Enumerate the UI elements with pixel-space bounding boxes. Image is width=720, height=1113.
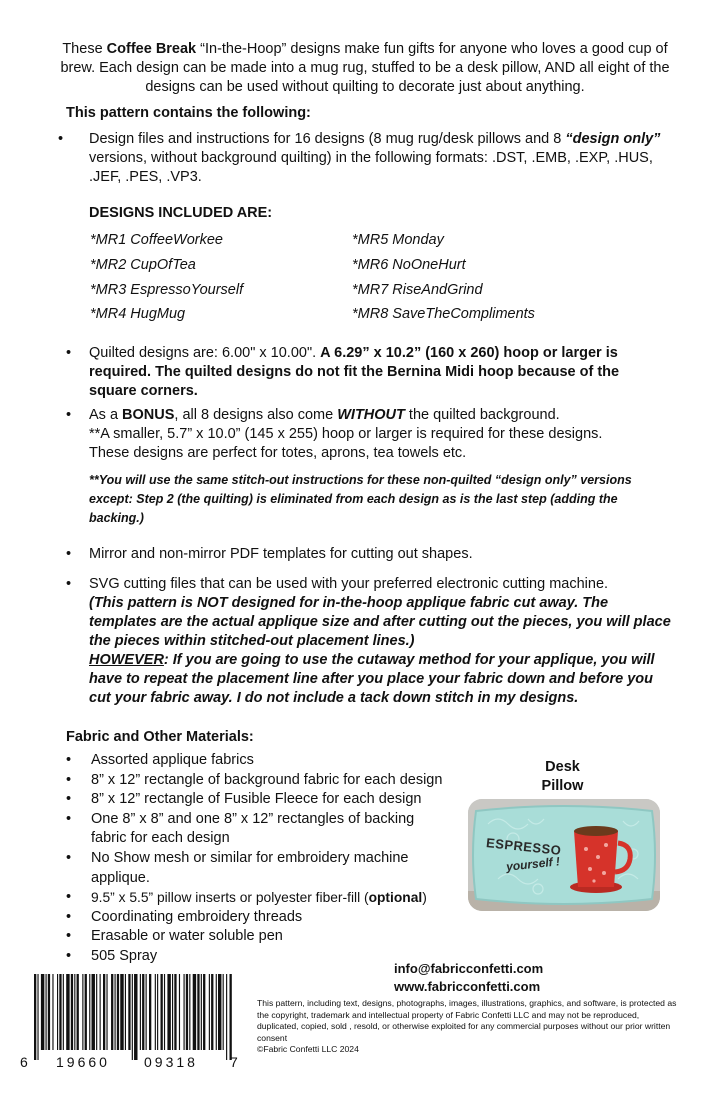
design-item: *MR7 RiseAndGrind	[352, 282, 483, 298]
email-link[interactable]: info@fabricconfetti.com	[394, 961, 544, 976]
design-item: *MR1 CoffeeWorkee	[90, 232, 223, 248]
bullet: •	[58, 131, 64, 147]
barcode-bar	[211, 974, 213, 1050]
design-item: *MR5 Monday	[352, 232, 444, 248]
barcode-bar	[37, 974, 38, 1060]
barcode-bar	[77, 974, 79, 1050]
stitch-out-note: **You will use the same stitch-out instructions for these non-quilted “design only” versions except: Step 2 (the quilting) is eliminated from each design as is the last step (adding the backing.)	[89, 473, 632, 525]
barcode-bar	[193, 974, 196, 1050]
barcode-bar	[120, 974, 123, 1050]
barcode-digit: 7	[230, 1054, 238, 1070]
list-item: • Erasable or water soluble pen	[66, 928, 283, 945]
barcode-bar	[111, 974, 113, 1050]
bullet: •	[66, 407, 72, 423]
list-item: • One 8” x 8” and one 8” x 12” rectangles of backing fabric for each design	[66, 810, 415, 847]
list-item: • Coordinating embroidery threads	[66, 908, 303, 925]
barcode-bar	[161, 974, 163, 1050]
barcode-bar	[117, 974, 119, 1050]
barcode-bar	[128, 974, 130, 1050]
barcode-bar	[184, 974, 185, 1050]
barcode-bar	[146, 974, 147, 1050]
barcode-bar	[140, 974, 141, 1050]
barcode-bar	[209, 974, 210, 1050]
pillow-text-yourself: yourself !	[505, 854, 561, 874]
barcode-bar	[218, 974, 221, 1050]
desk-pillow-photo	[468, 799, 660, 911]
legal-notice: This pattern, including text, designs, photographs, images, illustrations, graphics, and software, is protected as the copyright, trademark and intellectual property of Fabric Confetti LLC and may not be reproduced, duplicated, copied, sold , resold, or otherwise exploited for any commercial purposes without our prior written consent ©Fabric Confetti LLC 2024	[257, 998, 677, 1054]
barcode-bar	[230, 974, 232, 1060]
website-link[interactable]: www.fabricconfetti.com	[394, 979, 541, 994]
barcode-bar	[157, 974, 158, 1050]
barcode-bar	[74, 974, 75, 1050]
list-item: • 9.5” x 5.5” pillow inserts or polyester fiber-fill (optional)	[66, 889, 427, 906]
barcode-digits-right: 09318	[144, 1054, 198, 1070]
design-item: *MR3 EspressoYourself	[90, 282, 244, 298]
barcode	[20, 974, 242, 1082]
list-item: • Assorted applique fabrics	[66, 752, 254, 768]
list-item: • 505 Spray	[66, 947, 158, 964]
product-title: Coffee Break	[106, 41, 197, 57]
designs-heading: DESIGNS INCLUDED ARE:	[89, 205, 273, 221]
pillow-illustration	[468, 799, 660, 911]
barcode-bar	[226, 974, 227, 1060]
barcode-bar	[89, 974, 90, 1050]
barcode-bar	[134, 974, 137, 1060]
barcode-bar	[82, 974, 83, 1050]
barcode-bar	[125, 974, 126, 1050]
barcode-bar	[174, 974, 176, 1050]
barcode-bar	[85, 974, 87, 1050]
pillow-caption: Desk Pillow	[541, 759, 584, 794]
barcode-bar	[41, 974, 44, 1050]
barcode-bar	[57, 974, 58, 1050]
list-item-svg-files: • SVG cutting files that can be used with your preferred electronic cutting machine. (This pattern is NOT designed for in-the-hoop applique fabric cut away. The templates are the actual applique size and after cutting out the pieces, you will place the pieces within stitched-out placement lines.) HOWEVER: If you are going to use the cutaway method for your applique, you will have to repeat the placement line after you place your fabric down and before you cut your fabric away. I do not include a tack down stitch in my designs.	[66, 576, 671, 706]
barcode-digit: 6	[20, 1054, 28, 1070]
design-item: *MR4 HugMug	[90, 306, 186, 322]
barcode-bar	[223, 974, 224, 1050]
barcode-bar	[34, 974, 36, 1060]
barcode-bar	[179, 974, 180, 1050]
pillow-text-espresso: ESPRESSO	[485, 835, 563, 858]
barcode-bar	[71, 974, 73, 1050]
barcode-bar	[132, 974, 133, 1060]
list-item: • 8” x 12” rectangle of background fabric for each design	[66, 771, 443, 788]
barcode-bar	[115, 974, 116, 1050]
list-item-quilted-size: • Quilted designs are: 6.00" x 10.00". A 6.29” x 10.2” (160 x 260) hoop or larger is required. The quilted designs do not fit the Bernina Midi hoop because of the square corners.	[66, 345, 620, 399]
barcode-bar	[164, 974, 165, 1050]
contact-info	[394, 960, 543, 996]
design-item: *MR8 SaveTheCompliments	[352, 306, 535, 322]
bullet: •	[66, 546, 72, 562]
barcode-bar	[48, 974, 50, 1050]
bullet: •	[66, 576, 72, 592]
barcode-bar	[59, 974, 61, 1050]
barcode-bar	[189, 974, 190, 1050]
barcode-bar	[201, 974, 202, 1050]
contains-heading: This pattern contains the following:	[66, 105, 311, 121]
list-item: • No Show mesh or similar for embroidery machine applique.	[66, 849, 409, 886]
barcode-bar	[92, 974, 95, 1050]
bullet: •	[66, 345, 72, 361]
list-item: • 8” x 12” rectangle of Fusible Fleece for each design	[66, 791, 422, 808]
barcode-bar	[106, 974, 107, 1050]
barcode-bar	[103, 974, 105, 1050]
materials-heading: Fabric and Other Materials:	[66, 729, 254, 745]
barcode-bar	[216, 974, 217, 1050]
barcode-bar	[149, 974, 151, 1050]
barcode-bar	[100, 974, 101, 1050]
barcode-bar	[155, 974, 156, 1050]
barcode-digits-left: 19660	[56, 1054, 110, 1070]
barcode-bar	[66, 974, 69, 1050]
however-label: HOWEVER	[89, 652, 164, 668]
barcode-bar	[63, 974, 64, 1050]
list-item-design-files: • Design files and instructions for 16 designs (8 mug rug/desk pillows and 8 “design only” versions, without background quilting) in the following formats: .DST, .EMB, .EXP, .HUS, .JEF, .PES, .VP3.	[58, 131, 661, 185]
barcode-bar	[52, 974, 53, 1050]
barcode-bar	[142, 974, 144, 1050]
barcode-bars	[20, 974, 242, 1060]
bonus-label: BONUS	[122, 407, 175, 423]
barcode-bar	[186, 974, 188, 1050]
list-item-pdf-templates: • Mirror and non-mirror PDF templates for cutting out shapes.	[66, 546, 473, 562]
barcode-bar	[172, 974, 173, 1050]
design-item: *MR6 NoOneHurt	[352, 257, 466, 273]
materials-list	[66, 751, 466, 967]
barcode-bar	[203, 974, 205, 1050]
barcode-bar	[197, 974, 199, 1050]
list-item-bonus: • As a BONUS, all 8 designs also come WITHOUT the quilted background. **A smaller, 5.7” x 10.0” (145 x 255) hoop or larger is required for these designs. These designs are perfect for totes, aprons, tea towels etc.	[66, 407, 603, 461]
intro-paragraph: These Coffee Break “In-the-Hoop” designs make fun gifts for anyone who loves a good cup of brew. Each design can be made into a mug rug, stuffed to be a desk pillow, AND all eight of the designs can be used without quilting to decorate just about anything.	[60, 41, 670, 95]
copyright: ©Fabric Confetti LLC 2024	[257, 1044, 359, 1054]
barcode-bar	[167, 974, 170, 1050]
barcode-bar	[46, 974, 47, 1050]
barcode-bar	[96, 974, 97, 1050]
design-item: *MR2 CupOfTea	[90, 257, 196, 273]
